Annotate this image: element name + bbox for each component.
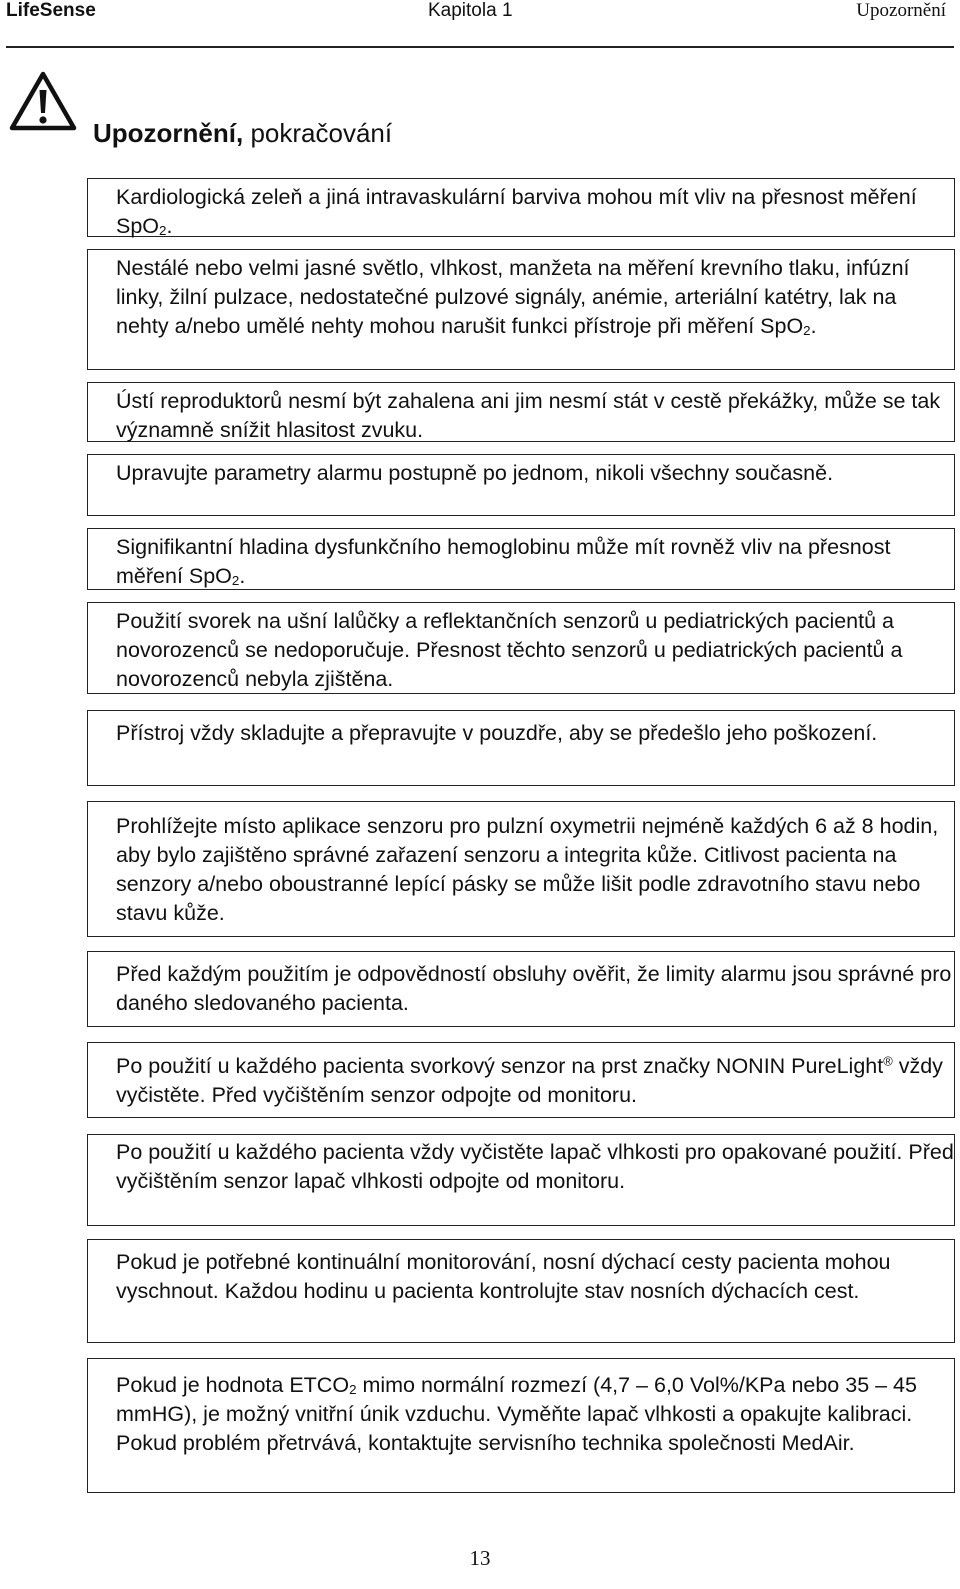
warning-text: Kardiologická zeleň a jiná intravaskulární barviva mohou mít vliv na přesnost měření SpO$_2$.	[116, 185, 917, 238]
chapter-label: Kapitola 1	[428, 0, 513, 21]
warning-text: Ústí reproduktorů nesmí být zahalena ani jim nesmí stát v cestě překážky, může se tak významně snížit hlasitost zvuku.	[116, 389, 941, 442]
warning-text: Použití svorek na ušní lalůčky a reflektančních senzorů u pediatrických pacientů a novorozenců se nedoporučuje. Přesnost těchto senzorů u pediatrických pacientů a novorozenců nebyla zjištěna.	[116, 609, 903, 691]
brand-label: LifeSense	[6, 0, 96, 21]
title-rest: pokračování	[243, 118, 393, 148]
warning-text: Upravujte parametry alarmu postupně po jednom, nikoli všechny současně.	[116, 461, 834, 485]
warning-text: Pokud je hodnota $ETCO_2$ mimo normální rozmezí (4,7 – 6,0 Vol%/KPa nebo 35 – 45 mmHG), je možný vnitřní únik vzduchu. Vyměňte lapač vlhkosti a opakujte kalibraci. Pokud problém přetrvává, kontaktujte servisního technika společnosti MedAir.	[116, 1373, 917, 1455]
warning-text: Po použití u každého pacienta vždy vyčistěte lapač vlhkosti pro opakované použití. Před vyčištěním senzor lapač vlhkosti odpojte od monitoru.	[116, 1140, 954, 1193]
warning-box	[87, 1239, 955, 1343]
warning-text: Před každým použitím je odpovědností obsluhy ověřit, že limity alarmu jsou správné pro daného sledovaného pacienta.	[116, 962, 952, 1015]
warning-box	[87, 1358, 955, 1493]
warning-box	[87, 178, 955, 237]
warning-box	[87, 528, 955, 590]
warning-box	[87, 710, 955, 786]
warning-box	[87, 382, 955, 442]
warning-box	[87, 249, 955, 370]
warning-triangle-icon	[8, 70, 78, 132]
warning-box	[87, 1042, 955, 1118]
registered-mark: ®	[883, 1053, 893, 1069]
warning-box	[87, 951, 955, 1027]
warning-text: Prohlížejte místo aplikace senzoru pro pulzní oxymetrii nejméně každých 6 až 8 hodin, aby bylo zajištěno správné zařazení senzoru a integrita kůže. Citlivost pacienta na senzory a/nebo oboustranné lepící pásky se může lišit podle zdravotního stavu nebo stavu kůže.	[116, 814, 939, 925]
warning-box	[87, 602, 955, 694]
page-title	[93, 118, 392, 149]
warning-text: Po použití u každého pacienta svorkový senzor na prst značky NONIN PureLight® vždy vyčistěte. Před vyčištěním senzor odpojte od monitoru.	[116, 1053, 943, 1107]
page-number: 13	[469, 1546, 491, 1570]
warning-text: Pokud je potřebné kontinuální monitorování, nosní dýchací cesty pacienta mohou vyschnout. Každou hodinu u pacienta kontrolujte stav nosních dýchacích cest.	[116, 1250, 891, 1303]
warning-text: Nestálé nebo velmi jasné světlo, vlhkost, manžeta na měření krevního tlaku, infúzní linky, žilní pulzace, nedostatečné pulzové signály, anémie, arteriální katétry, lak na nehty a/nebo umělé nehty mohou narušit funkci přístroje při měření SpO$_2$.	[116, 256, 910, 338]
header-divider	[6, 46, 954, 48]
title-bold: Upozornění,	[93, 118, 244, 148]
page-header	[0, 0, 960, 24]
warning-text: Přístroj vždy skladujte a přepravujte v pouzdře, aby se předešlo jeho poškození.	[116, 721, 878, 745]
warning-box	[87, 454, 955, 516]
warning-text: Signifikantní hladina dysfunkčního hemoglobinu může mít rovněž vliv na přesnost měření SpO$_2$.	[116, 535, 891, 588]
warning-box	[87, 1134, 955, 1226]
warning-box	[87, 801, 955, 937]
section-label: Upozornění	[856, 0, 946, 21]
